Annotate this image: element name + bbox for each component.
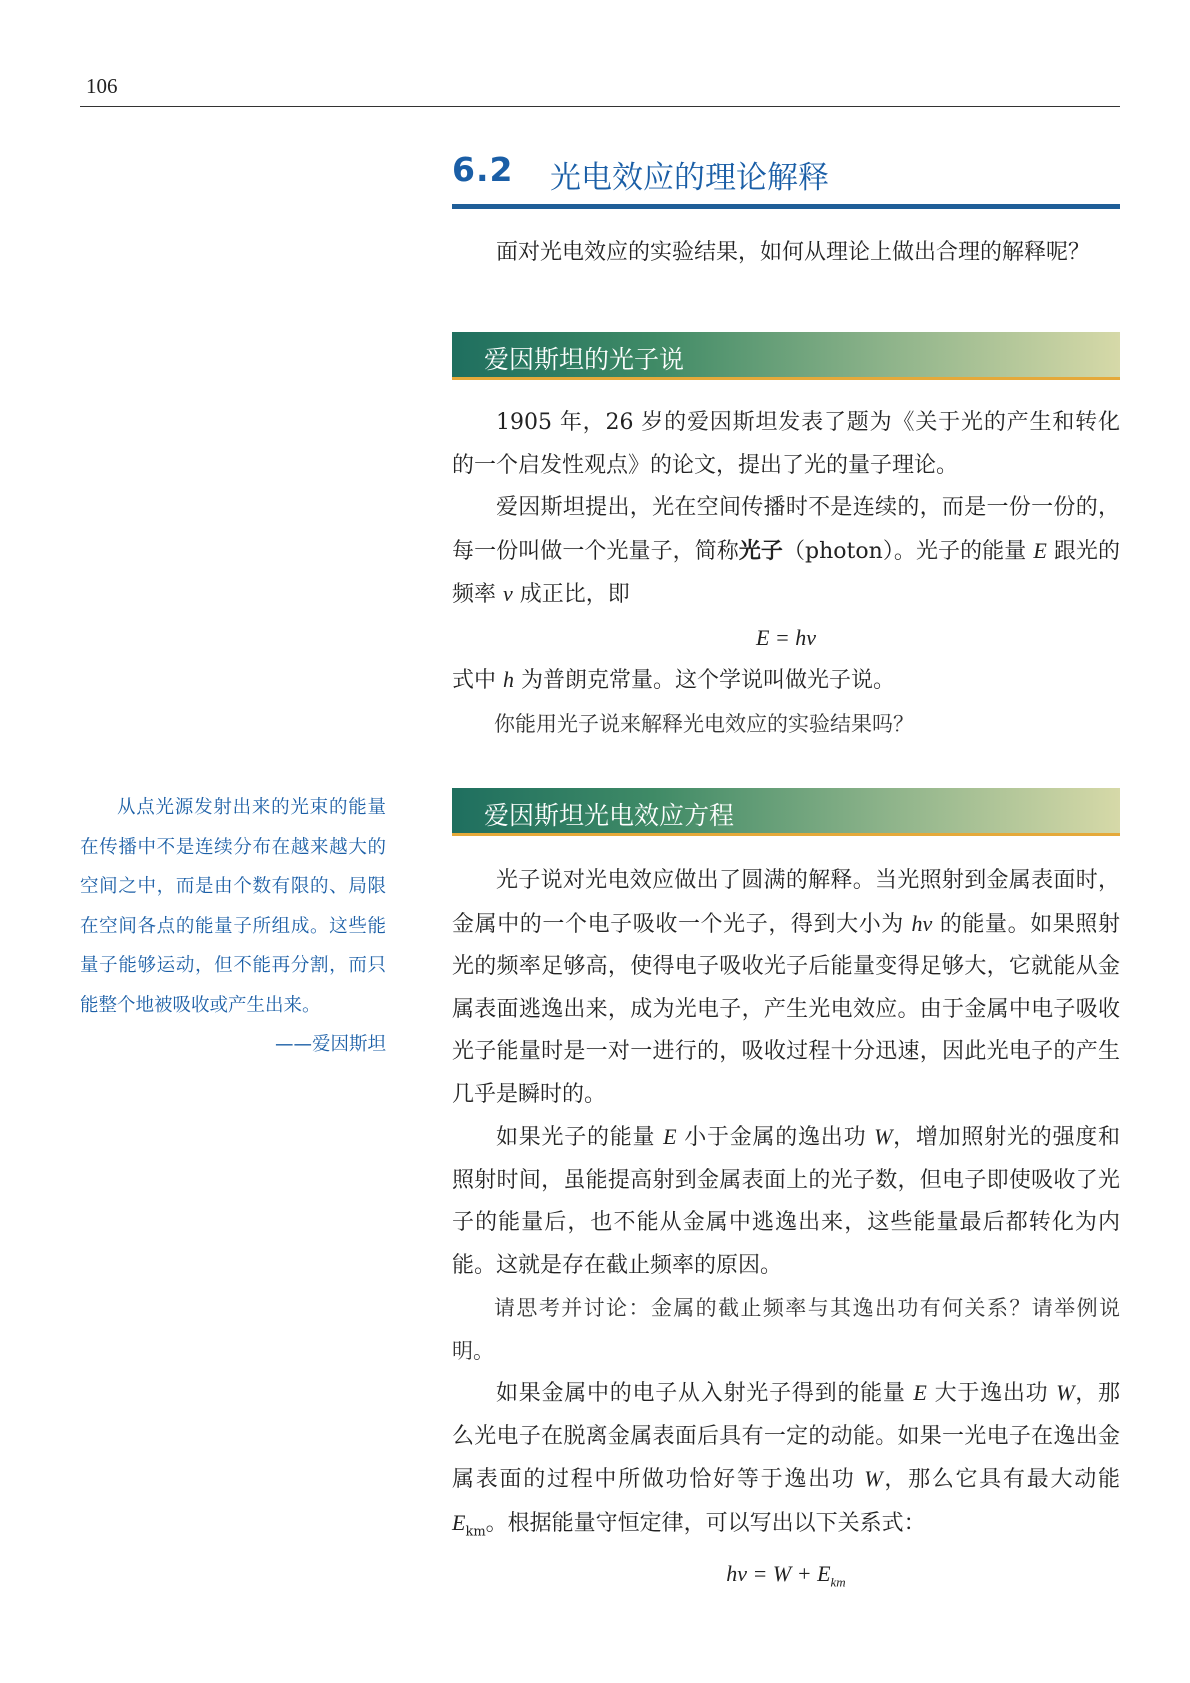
formula-main: hν = W + E — [726, 1561, 831, 1587]
variable-hv: hν — [911, 910, 933, 936]
text-run: 跟光的频率 — [452, 538, 1120, 607]
sidebar-quote — [80, 788, 386, 1065]
paragraph — [452, 1116, 1120, 1287]
discussion-prompt: 请思考并讨论：金属的截止频率与其逸出功有何关系？请举例说明。 — [452, 1296, 1120, 1363]
subsection-heading-equation-label: 爱因斯坦光电效应方程 — [484, 801, 735, 830]
subscript-km: km — [465, 1523, 486, 1539]
paragraph — [452, 860, 1120, 1116]
section-name: 光电效应的理论解释 — [550, 160, 829, 196]
text-run: 小于金属的逸出功 — [676, 1125, 875, 1150]
paragraph: 1905 年，26 岁的爱因斯坦发表了题为《关于光的产生和转化的一个启发性观点》的论文，提出了光的量子理论。 — [452, 410, 1120, 478]
text-run: 的能量。如果照射光的频率足够高，使得电子吸收光子后能量变得足够大，它就能从金属表面逃逸出来，成为光电子，产生光电效应。由于金属中电子吸收光子能量时是一对一进行的，吸收过程十分迅速，因此光电子的产生几乎是瞬时的。 — [452, 911, 1120, 1107]
quote-text: 从点光源发射出来的光束的能量在传播中不是连续分布在越来越大的空间之中，而是由个数有限的、局限在空间各点的能量子所组成。这些能量子能够运动，但不能再分割，而只能整个地被吸收或产生出来。 — [80, 797, 386, 1016]
variable-ekm: E — [452, 1509, 466, 1535]
paragraph — [452, 1372, 1120, 1553]
text-run: ，那么它具有最大动能 — [882, 1467, 1120, 1492]
text-run: ，增加照射光的强度和照射时间，虽能提高射到金属表面上的光子数，但电子即使吸收了光子的能量后，也不能从金属中逃逸出来，这些能量最后都转化为内能。这就是存在截止频率的原因。 — [452, 1125, 1120, 1278]
variable-e: E — [1033, 537, 1047, 563]
text-run: 大于逸出功 — [926, 1381, 1057, 1406]
question-prompt: 你能用光子说来解释光电效应的实验结果吗？ — [494, 711, 914, 736]
text-run: 如果金属中的电子从入射光子得到的能量 — [496, 1381, 914, 1406]
variable-e: E — [913, 1380, 927, 1405]
variable-w: W — [874, 1124, 893, 1149]
subsection-heading-photon — [452, 332, 1120, 380]
variable-nu: ν — [503, 581, 513, 606]
subsection-heading-equation — [452, 788, 1120, 836]
page-number: 106 — [86, 74, 118, 98]
text-run: 成正比，即 — [512, 582, 630, 607]
variable-w: W — [864, 1466, 883, 1491]
photon-theory-text — [452, 402, 1120, 745]
text-run: 为普朗克常量。这个学说叫做光子说。 — [514, 668, 895, 693]
variable-h: h — [503, 667, 514, 692]
intro-paragraph: 面对光电效应的实验结果，如何从理论上做出合理的解释呢？ — [496, 240, 1091, 265]
section-number: 6.2 — [452, 150, 514, 189]
intro-paragraph-block — [452, 232, 1120, 275]
paragraph — [452, 659, 1120, 703]
text-run: 式中 — [452, 668, 503, 693]
variable-w: W — [1056, 1380, 1075, 1405]
quote-attribution: ——爱因斯坦 — [274, 1034, 386, 1055]
variable-e: E — [663, 1124, 677, 1149]
formula-photoelectric-equation — [452, 1553, 1120, 1604]
term-photon: 光子 — [738, 538, 783, 564]
text-run: ，那么光电子在脱离金属表面后具有一定的动能。如果一光电子在逸出金属表面的过程中所做功恰好等于逸出功 — [452, 1381, 1120, 1492]
section-title — [452, 148, 1120, 206]
subsection-heading-photon-label: 爱因斯坦的光子说 — [484, 345, 685, 374]
formula-e-hv: E = hν — [755, 624, 817, 650]
text-run: 。根据能量守恒定律，可以写出以下关系式： — [485, 1510, 926, 1536]
text-run: 如果光子的能量 — [496, 1125, 664, 1150]
text-run: 光子说对光电效应做出了圆满的解释。当光照射到金属表面时，金属中的一个电子吸收一个光子，得到大小为 — [452, 868, 1120, 937]
formula-subscript: km — [830, 1574, 846, 1590]
text-run: 爱因斯坦提出，光在空间传播时不是连续的，而是一份一份的，每一份叫做一个光量子，简称 — [452, 495, 1120, 564]
title-rule — [452, 204, 1120, 209]
header-rule — [80, 106, 1120, 107]
text-run: （photon）。光子的能量 — [782, 538, 1034, 564]
photoelectric-equation-text — [452, 860, 1120, 1604]
paragraph — [452, 487, 1120, 617]
